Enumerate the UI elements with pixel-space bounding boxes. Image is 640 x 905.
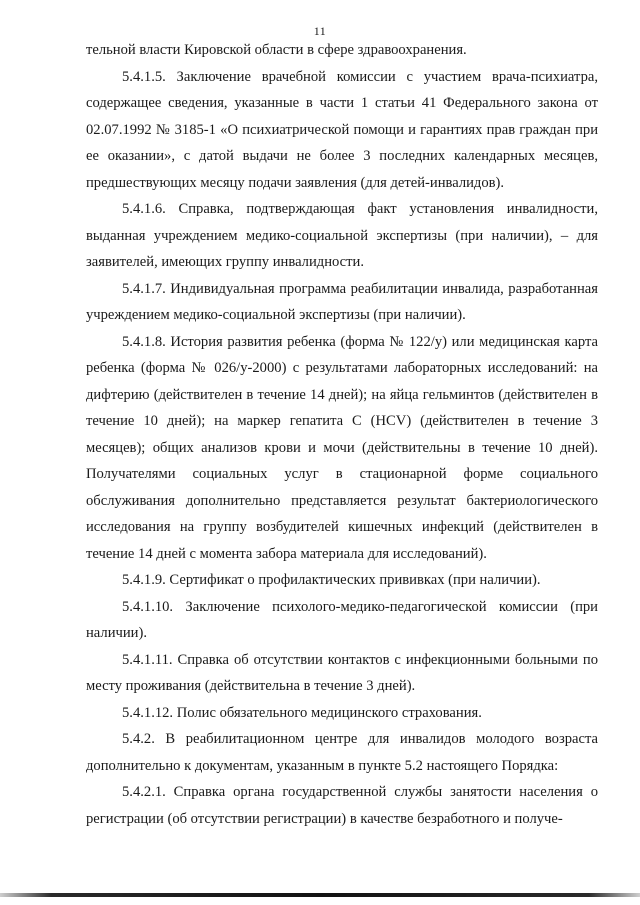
paragraph-5-4-1-6: 5.4.1.6. Справка, подтверждающая факт установления инвалидности, выданная учреждением медико-социальной экспертизы (при наличии), – для заявителей, имеющих группу инвалидности.	[86, 201, 598, 270]
paragraph-5-4-1-11: 5.4.1.11. Справка об отсутствии контактов с инфекционными больными по месту проживания (действительна в течение 3 дней).	[86, 651, 598, 694]
paragraph-continuation: тельной власти Кировской области в сфере здравоохранения.	[86, 42, 467, 58]
paragraph-5-4-1-7: 5.4.1.7. Индивидуальная программа реабилитации инвалида, разработанная учреждением медико-социальной экспертизы (при наличии).	[86, 280, 598, 323]
paragraph-5-4-1-8: 5.4.1.8. История развития ребенка (форма № 122/у) или медицинская карта ребенка (форма № 026/у-2000) с результатами лабораторных исследований: на дифтерию (действителен в течение 14 дней); на яйца гельминтов (действителен в течение 10 дней); на маркер гепатита С (HCV) (действителен в течение 3 месяцев); общих анализов крови и мочи (действительны в течение 10 дней). Получателями социальных услуг в стационарной форме социального обслуживания дополнительно представляется результат бактериологического исследования на группу возбудителей кишечных инфекций (действителен в течение 14 дней с момента забора материала для исследований).	[86, 333, 598, 562]
paragraph-5-4-2: 5.4.2. В реабилитационном центре для инвалидов молодого возраста дополнительно к документам, указанным в пункте 5.2 настоящего Порядка:	[86, 731, 598, 774]
paragraph-5-4-1-5: 5.4.1.5. Заключение врачебной комиссии с участием врача-психиатра, содержащее сведения, указанные в части 1 статьи 41 Федерального закона от 02.07.1992 № 3185-1 «О психиатрической помощи и гарантиях прав граждан при ее оказании», с датой выдачи не более 3 последних календарных месяцев, предшествующих месяцу подачи заявления (для детей-инвалидов).	[86, 68, 598, 191]
paragraph-5-4-1-10: 5.4.1.10. Заключение психолого-медико-педагогической комиссии (при наличии).	[86, 598, 598, 641]
document-body	[86, 37, 598, 832]
paragraph-5-4-2-1: 5.4.2.1. Справка органа государственной службы занятости населения о регистрации (об отсутствии регистрации) в качестве безработного и получе-	[86, 784, 598, 827]
scan-bottom-edge	[0, 893, 640, 897]
paragraph-5-4-1-9: 5.4.1.9. Сертификат о профилактических прививках (при наличии).	[122, 572, 541, 588]
page-number: 11	[313, 24, 327, 38]
paragraph-5-4-1-12: 5.4.1.12. Полис обязательного медицинского страхования.	[122, 704, 482, 721]
